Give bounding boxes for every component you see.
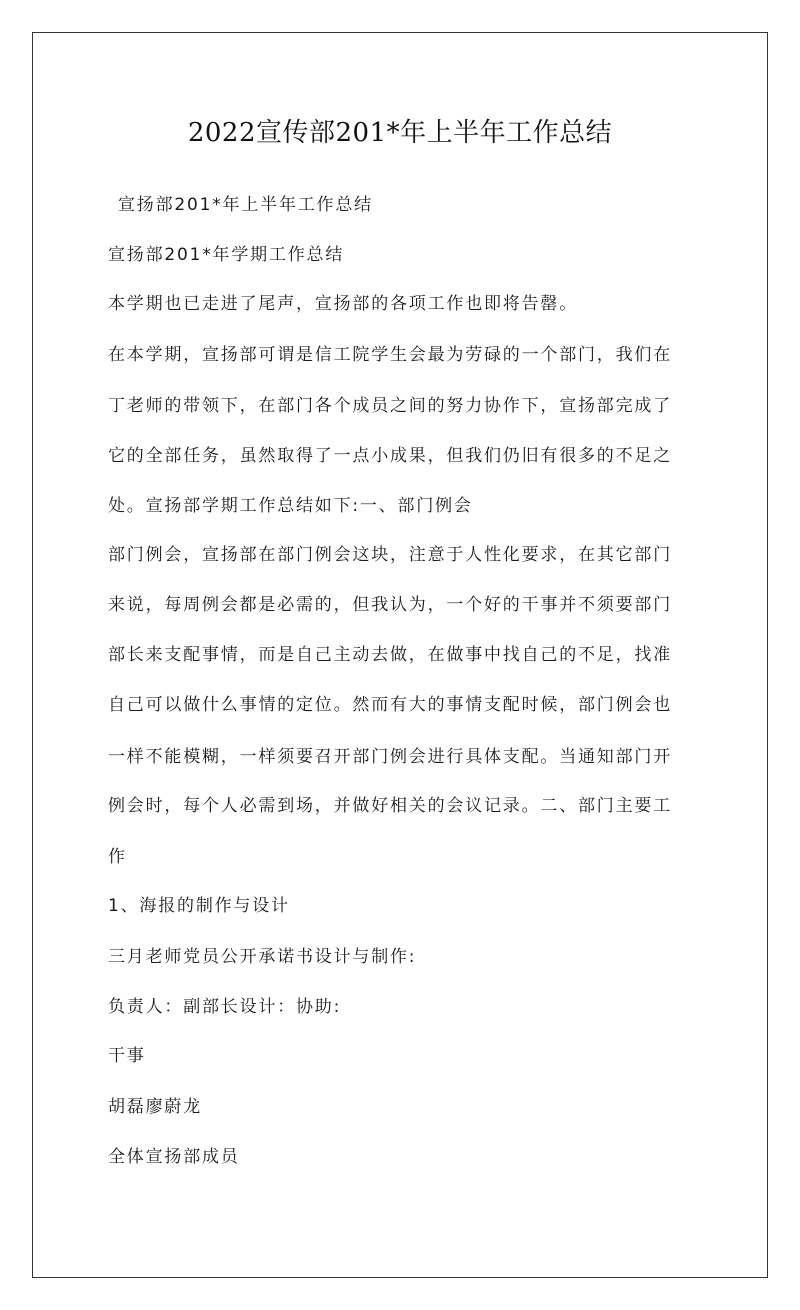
paragraph-line: 它的全部任务，虽然取得了一点小成果，但我们仍旧有很多的不足之 (108, 446, 672, 466)
paragraph-line: 全体宣扬部成员 (108, 1147, 240, 1167)
paragraph-line: 宣扬部201*年上半年工作总结 (118, 195, 373, 215)
paragraph-line: 作 (108, 847, 127, 867)
paragraph-line: 丁老师的带领下，在部门各个成员之间的努力协作下，宣扬部完成了 (108, 396, 672, 416)
document-title: 2022宣传部201*年上半年工作总结 (187, 118, 613, 148)
paragraph-line: 1、海报的制作与设计 (108, 896, 290, 916)
paragraph-line: 负责人：副部长设计：协助: (108, 997, 342, 1017)
paragraph-line: 在本学期，宣扬部可谓是信工院学生会最为劳碌的一个部门，我们在 (108, 345, 672, 365)
paragraph-line: 三月老师党员公开承诺书设计与制作: (108, 947, 417, 967)
paragraph-line: 一样不能模糊，一样须要召开部门例会进行具体支配。当通知部门开 (108, 747, 672, 767)
paragraph-line: 胡磊廖蔚龙 (108, 1097, 202, 1117)
paragraph-line: 处。宣扬部学期工作总结如下:一、部门例会 (108, 496, 473, 516)
paragraph-line: 部长来支配事情，而是自己主动去做，在做事中找自己的不足，找准 (108, 645, 672, 665)
paragraph-line: 宣扬部201*年学期工作总结 (108, 245, 345, 265)
paragraph-line: 本学期也已走进了尾声，宣扬部的各项工作也即将告罄。 (108, 294, 578, 314)
paragraph-line: 来说，每周例会都是必需的，但我认为，一个好的干事并不须要部门 (108, 595, 672, 615)
paragraph-line: 例会时，每个人必需到场，并做好相关的会议记录。二、部门主要工 (108, 796, 672, 816)
paragraph-line: 干事 (108, 1046, 146, 1066)
paragraph-line: 部门例会，宣扬部在部门例会这块，注意于人性化要求，在其它部门 (108, 545, 672, 565)
paragraph-line: 自己可以做什么事情的定位。然而有大的事情支配时候，部门例会也 (108, 695, 672, 715)
